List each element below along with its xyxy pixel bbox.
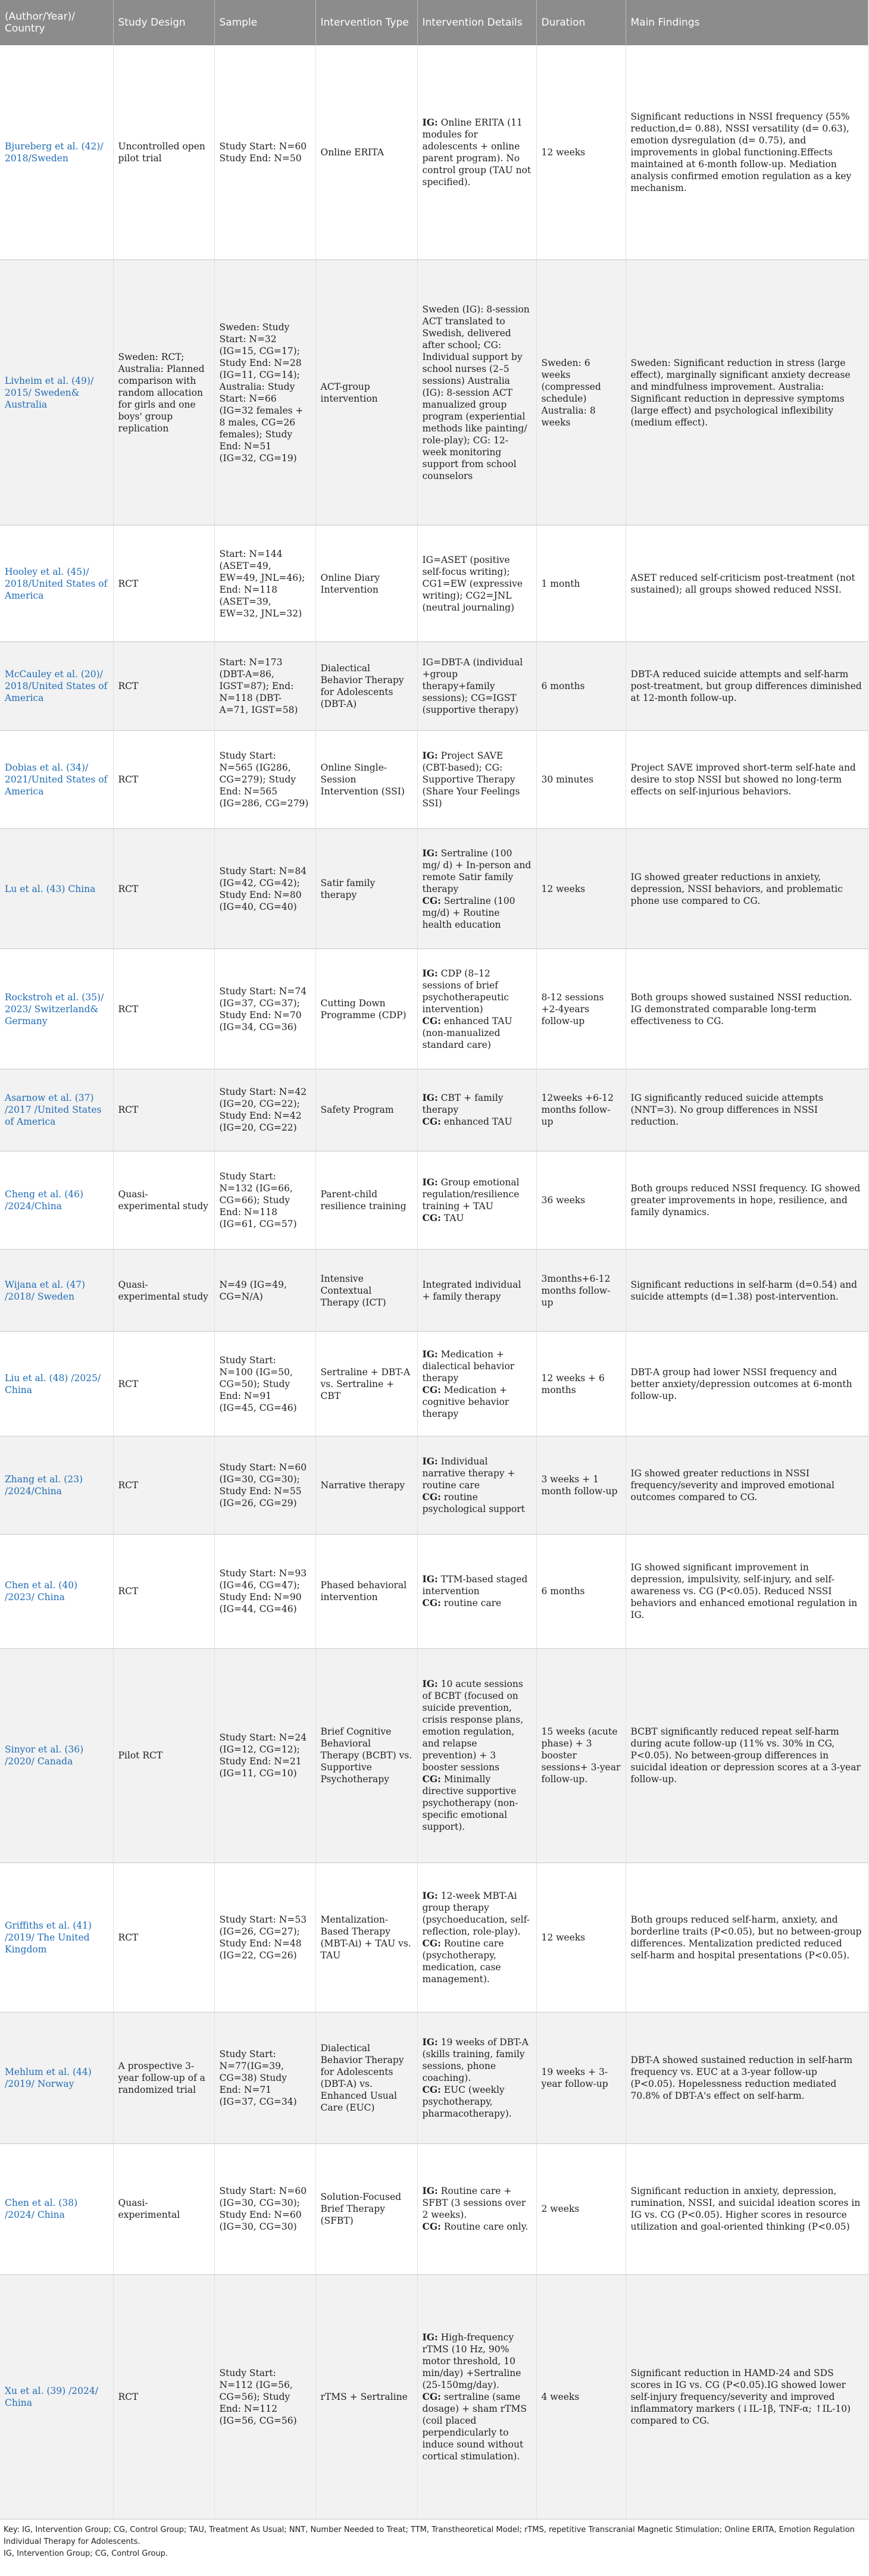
details-line: [423, 750, 532, 809]
cell-findings: IG showed greater reductions in NSSI frequency/severity and improved emotional outcomes compared to CG.: [626, 1436, 868, 1535]
cell-author[interactable]: Lu et al. (43) China: [0, 829, 113, 949]
cell-design: A prospective 3-year follow-up of a randomized trial: [113, 2012, 214, 2144]
cell-design: RCT: [113, 525, 214, 641]
header-details: Intervention Details: [417, 0, 536, 45]
cell-author[interactable]: Hooley et al. (45)/ 2018/United States of America: [0, 525, 113, 641]
group-label: IG:: [422, 1890, 438, 1902]
details-text: EUC (weekly psychotherapy, pharmacotherapy).: [422, 2084, 512, 2119]
table-row: [0, 260, 868, 525]
details-line: [423, 1890, 532, 1938]
cell-details: [417, 829, 536, 949]
group-label: CG:: [422, 1938, 441, 1949]
cell-duration: 6 months: [536, 1535, 626, 1648]
cell-findings: IG significantly reduced suicide attempts (NNT=3). No group differences in NSSI reduction.: [626, 1069, 868, 1151]
cell-findings: BCBT significantly reduced repeat self-harm during acute follow-up (11% vs. 30% in CG, P<0.05). No between-group differences in suicidal ideation or depression scores at a 3-year follow-up.: [626, 1648, 868, 1863]
table-row: [0, 1249, 868, 1332]
details-text: CDP (8–12 sessions of brief psychotherapeutic intervention): [422, 968, 509, 1015]
cell-sample: Sweden: Study Start: N=32 (IG=15, CG=17); Study End: N=28 (IG=11, CG=14); Australia: Study Start: N=66 (IG=32 females + 8 males, CG=26 females); Study End: N=51 (IG=32, CG=19): [214, 260, 315, 525]
cell-type: Phased behavioral intervention: [315, 1535, 417, 1648]
cell-duration: 12 weeks + 6 months: [536, 1332, 626, 1436]
cell-duration: 12weeks +6-12 months follow-up: [536, 1069, 626, 1151]
cell-type: Sertraline + DBT-A vs. Sertraline + CBT: [315, 1332, 417, 1436]
cell-duration: 15 weeks (acute phase) + 3 booster sessions+ 3-year follow-up.: [536, 1648, 626, 1863]
cell-design: Quasi-experimental study: [113, 1151, 214, 1249]
header-findings: Main Findings: [626, 0, 868, 45]
cell-duration: 2 weeks: [536, 2143, 626, 2275]
details-text: Project SAVE (CBT-based); CG: Supportive Therapy (Share Your Feelings SSI): [422, 750, 520, 809]
cell-type: Online Single-Session Intervention (SSI): [315, 731, 417, 829]
table-row: [0, 641, 868, 730]
details-text: sertraline (same dosage) + sham rTMS (coil placed perpendicularly to induce sound without cortical stimulation).: [422, 2392, 527, 2462]
cell-findings: Significant reductions in NSSI frequency (55% reduction,d= 0.88), NSSI versatility (d= 0.63), emotion dysregulation (d= 0.75), and improvements in global functioning.Effects maintained at 6-month follow-up. Mediation analysis confirmed emotion regulation as a key mechanism.: [626, 45, 868, 260]
cell-findings: DBT-A showed sustained reduction in self-harm frequency vs. EUC at a 3-year follow-up (P<0.05). Hopelessness reduction mediated 70.8% of DBT-A's effect on self-harm.: [626, 2012, 868, 2144]
cell-details: [417, 1648, 536, 1863]
cell-design: RCT: [113, 949, 214, 1069]
cell-sample: N=49 (IG=49, CG=N/A): [214, 1249, 315, 1332]
details-text: TAU: [443, 1212, 464, 1223]
cell-author[interactable]: Rockstroh et al. (35)/ 2023/ Switzerland& Germany: [0, 949, 113, 1069]
group-label: IG:: [422, 1176, 438, 1188]
cell-findings: IG showed greater reductions in anxiety, depression, NSSI behaviors, and problematic phone use compared to CG.: [626, 829, 868, 949]
cell-author[interactable]: Liu et al. (48) /2025/ China: [0, 1332, 113, 1436]
cell-author[interactable]: Livheim et al. (49)/ 2015/ Sweden& Australia: [0, 260, 113, 525]
cell-design: Quasi-experimental: [113, 2143, 214, 2275]
group-label: IG:: [422, 750, 438, 762]
group-label: IG:: [422, 1092, 438, 1104]
table-row: [0, 1535, 868, 1648]
group-label: IG:: [422, 1456, 438, 1467]
group-label: IG:: [422, 847, 438, 859]
cell-type: Brief Cognitive Behavioral Therapy (BCBT) vs. Supportive Psychotherapy: [315, 1648, 417, 1863]
details-line: [423, 1597, 532, 1609]
table-row: [0, 829, 868, 949]
cell-details: [417, 2012, 536, 2144]
table-footnote: [4, 2524, 861, 2560]
details-line: [423, 1015, 532, 1051]
cell-author[interactable]: Zhang et al. (23) /2024/China: [0, 1436, 113, 1535]
cell-details: [417, 641, 536, 730]
cell-findings: Significant reduction in anxiety, depression, rumination, NSSI, and suicidal ideation scores in IG vs. CG (P<0.05). Higher scores in resource utilization and goal-oriented thinking (P<0.05): [626, 2143, 868, 2275]
footnote-abbrev: IG, Intervention Group; CG, Control Group.: [4, 2549, 168, 2558]
group-label: CG:: [422, 1116, 441, 1128]
table-row: [0, 1648, 868, 1863]
details-text: Routine care (psychotherapy, medication, case management).: [422, 1938, 504, 1985]
cell-sample: Study Start: N=60 (IG=30, CG=30); Study End: N=55 (IG=26, CG=29): [214, 1436, 315, 1535]
cell-sample: Study Start: N=53 (IG=26, CG=27); Study End: N=48 (IG=22, CG=26): [214, 1863, 315, 2012]
details-line: [423, 2391, 532, 2462]
cell-design: RCT: [113, 1436, 214, 1535]
cell-duration: Sweden: 6 weeks (compressed schedule) Australia: 8 weeks: [536, 260, 626, 525]
cell-sample: Study Start: N=60 (IG=30, CG=30); Study End: N=60 (IG=30, CG=30): [214, 2143, 315, 2275]
cell-design: Quasi-experimental study: [113, 1249, 214, 1332]
cell-duration: 30 minutes: [536, 731, 626, 829]
cell-author[interactable]: Chen et al. (38) /2024/ China: [0, 2143, 113, 2275]
details-line: [423, 1773, 532, 1833]
cell-details: [417, 949, 536, 1069]
cell-type: ACT-group intervention: [315, 260, 417, 525]
cell-sample: Study Start: N=112 (IG=56, CG=56); Study End: N=112 (IG=56, CG=56): [214, 2275, 315, 2519]
details-text: routine psychological support: [422, 1492, 525, 1515]
cell-findings: Both groups reduced NSSI frequency. IG showed greater improvements in hope, resilience, and family dynamics.: [626, 1151, 868, 1249]
details-line: [423, 1212, 532, 1224]
group-label: CG:: [422, 2391, 441, 2403]
details-text: High-frequency rTMS (10 Hz, 90% motor threshold, 10 min/day) +Sertraline (25-150mg/day).: [422, 2332, 521, 2391]
cell-type: Online ERITA: [315, 45, 417, 260]
cell-sample: Study Start: N=60 Study End: N=50: [214, 45, 315, 260]
cell-sample: Study Start: N=565 (IG286, CG=279); Study End: N=565 (IG=286, CG=279): [214, 731, 315, 829]
details-text: Sweden (IG): 8-session ACT translated to Swedish, delivered after school; CG: Individual support by school nurses (2–5 sessions) Australia (IG): 8-session ACT manualized group program (experiential methods like painting/ role-play); CG: 12-week monitoring support from school counselors: [422, 303, 530, 481]
details-text: Medication + cognitive behavior therapy: [422, 1384, 509, 1419]
cell-duration: 12 weeks: [536, 45, 626, 260]
group-label: CG:: [422, 1212, 441, 1223]
details-line: [423, 303, 532, 482]
table-row: [0, 1332, 868, 1436]
cell-details: [417, 731, 536, 829]
details-line: [423, 2185, 532, 2221]
cell-findings: Project SAVE improved short-term self-hate and desire to stop NSSI but showed no long-term effects on self-injurious behaviors.: [626, 731, 868, 829]
cell-duration: 36 weeks: [536, 1151, 626, 1249]
details-line: [423, 968, 532, 1015]
group-label: IG:: [422, 1348, 438, 1360]
cell-type: Satir family therapy: [315, 829, 417, 949]
details-text: enhanced TAU: [443, 1116, 512, 1128]
cell-details: [417, 2275, 536, 2519]
cell-details: [417, 260, 536, 525]
details-line: [423, 895, 532, 931]
group-label: CG:: [422, 1773, 441, 1785]
cell-duration: 12 weeks: [536, 829, 626, 949]
header-sample: Sample: [214, 0, 315, 45]
cell-sample: Study Start: N=93 (IG=46, CG=47); Study End: N=90 (IG=44, CG=46): [214, 1535, 315, 1648]
header-author: (Author/Year)/ Country: [0, 0, 113, 45]
details-text: CBT + family therapy: [422, 1093, 504, 1116]
details-text: Routine care + SFBT (3 sessions over 2 weeks).: [422, 2186, 526, 2221]
details-line: [423, 1573, 532, 1597]
table-row: [0, 1436, 868, 1535]
details-line: [423, 1176, 532, 1212]
cell-design: RCT: [113, 2275, 214, 2519]
details-text: IG=DBT-A (individual +group therapy+family sessions); CG=IGST (supportive therapy): [422, 656, 523, 715]
header-design: Study Design: [113, 0, 214, 45]
group-label: CG:: [422, 1597, 441, 1609]
cell-findings: DBT-A group had lower NSSI frequency and better anxiety/depression outcomes at 6-month follow-up.: [626, 1332, 868, 1436]
details-line: [423, 847, 532, 895]
cell-author[interactable]: Asarnow et al. (37) /2017 /United States of America: [0, 1069, 113, 1151]
cell-findings: DBT-A reduced suicide attempts and self-harm post-treatment, but group differences diminished at 12-month follow-up.: [626, 641, 868, 730]
cell-author[interactable]: Dobias et al. (34)/ 2021/United States of America: [0, 731, 113, 829]
cell-type: Online Diary Intervention: [315, 525, 417, 641]
cell-type: Cutting Down Programme (CDP): [315, 949, 417, 1069]
details-text: TTM-based staged intervention: [422, 1574, 528, 1597]
details-line: [423, 554, 532, 614]
group-label: IG:: [422, 1678, 438, 1690]
cell-details: [417, 1863, 536, 2012]
cell-sample: Study Start: N=24 (IG=12, CG=12); Study End: N=21 (IG=11, CG=10): [214, 1648, 315, 1863]
group-label: IG:: [422, 1573, 438, 1585]
cell-author[interactable]: Sinyor et al. (36) /2020/ Canada: [0, 1648, 113, 1863]
cell-design: RCT: [113, 1863, 214, 2012]
group-label: CG:: [422, 1491, 441, 1503]
details-line: [423, 1279, 532, 1303]
table-row: [0, 1069, 868, 1151]
cell-sample: Start: N=144 (ASET=49, EW=49, JNL=46); End: N=118 (ASET=39, EW=32, JNL=32): [214, 525, 315, 641]
header-row: [0, 0, 868, 45]
cell-findings: Both groups showed sustained NSSI reduction. IG demonstrated comparable long-term effectiveness to CG.: [626, 949, 868, 1069]
details-text: Sertraline (100 mg/ d) + In-person and remote Satir family therapy: [422, 847, 532, 894]
cell-duration: 3 weeks + 1 month follow-up: [536, 1436, 626, 1535]
details-line: [423, 1348, 532, 1384]
cell-design: RCT: [113, 641, 214, 730]
cell-details: [417, 1535, 536, 1648]
cell-design: RCT: [113, 1535, 214, 1648]
cell-details: [417, 45, 536, 260]
table-row: [0, 525, 868, 641]
cell-duration: 3months+6-12 months follow-up: [536, 1249, 626, 1332]
group-label: IG:: [422, 2185, 438, 2197]
group-label: IG:: [422, 2331, 438, 2343]
cell-findings: Both groups reduced self-harm, anxiety, and borderline traits (P<0.05), but no between-group differences. Mentalization predicted reduced self-harm and hospital presentations (P<0.05).: [626, 1863, 868, 2012]
details-line: [423, 2331, 532, 2391]
cell-type: Intensive Contextual Therapy (ICT): [315, 1249, 417, 1332]
cell-design: RCT: [113, 829, 214, 949]
details-line: [423, 1116, 532, 1128]
details-line: [423, 1384, 532, 1420]
details-text: Minimally directive supportive psychotherapy (non-specific emotional support).: [422, 1774, 518, 1833]
cell-author[interactable]: Xu et al. (39) /2024/ China: [0, 2275, 113, 2519]
details-line: [423, 1678, 532, 1773]
cell-duration: 19 weeks + 3-year follow-up: [536, 2012, 626, 2144]
cell-sample: Study Start: N=74 (IG=37, CG=37); Study End: N=70 (IG=34, CG=36): [214, 949, 315, 1069]
cell-duration: 4 weeks: [536, 2275, 626, 2519]
cell-details: [417, 1069, 536, 1151]
cell-author[interactable]: Wijana et al. (47) /2018/ Sweden: [0, 1249, 113, 1332]
details-line: [423, 2036, 532, 2084]
header-type: Intervention Type: [315, 0, 417, 45]
cell-type: Dialectical Behavior Therapy for Adolescents (DBT-A): [315, 641, 417, 730]
cell-findings: ASET reduced self-criticism post-treatment (not sustained); all groups showed reduced NSSI.: [626, 525, 868, 641]
cell-sample: Study Start: N=77(IG=39, CG=38) Study End: N=71 (IG=37, CG=34): [214, 2012, 315, 2144]
details-text: 10 acute sessions of BCBT (focused on suicide prevention, crisis response plans, emotion regulation, and relapse prevention) + 3 booster sessions: [422, 1679, 524, 1773]
cell-details: [417, 1249, 536, 1332]
cell-sample: Start: N=173 (DBT-A=86, IGST=87); End: N=118 (DBT-A=71, IGST=58): [214, 641, 315, 730]
table-row: [0, 1863, 868, 2012]
details-line: [423, 2221, 532, 2233]
details-line: [423, 1491, 532, 1515]
cell-details: [417, 525, 536, 641]
details-text: IG=ASET (positive self-focus writing); CG1=EW (expressive writing); CG2=JNL (neutral journaling): [422, 554, 523, 613]
cell-design: RCT: [113, 1069, 214, 1151]
cell-design: Sweden: RCT; Australia: Planned comparison with random allocation for girls and one boys' group replication: [113, 260, 214, 525]
footnote-key: Key: IG, Intervention Group; CG, Control Group; TAU, Treatment As Usual; NNT, Number Needed to Treat; TTM, Transtheoretical Model; rTMS, repetitive Transcranial Magnetic Stimulation; Online ERITA, Emotion Regulation Individual Therapy for Adolescents.: [4, 2525, 855, 2546]
cell-type: Safety Program: [315, 1069, 417, 1151]
details-text: enhanced TAU (non-manualized standard care): [422, 1015, 512, 1050]
cell-type: rTMS + Sertraline: [315, 2275, 417, 2519]
group-label: IG:: [422, 2036, 438, 2048]
cell-findings: Significant reduction in HAMD-24 and SDS scores in IG vs. CG (P<0.05).IG showed lower self-injury frequency/severity and improved inflammatory markers (↓IL-1β, TNF-α; ↑IL-10) compared to CG.: [626, 2275, 868, 2519]
cell-duration: 6 months: [536, 641, 626, 730]
table-row: [0, 2275, 868, 2519]
group-label: IG:: [422, 117, 438, 129]
details-text: Medication + dialectical behavior therapy: [422, 1348, 515, 1384]
details-text: routine care: [443, 1598, 502, 1609]
details-text: 12-week MBT-Ai group therapy (psychoeducation, self-reflection, role-play).: [422, 1890, 530, 1938]
cell-sample: Study Start: N=132 (IG=66, CG=66); Study End: N=118 (IG=61, CG=57): [214, 1151, 315, 1249]
cell-findings: Significant reductions in self-harm (d=0.54) and suicide attempts (d=1.38) post-intervention.: [626, 1249, 868, 1332]
cell-design: Uncontrolled open pilot trial: [113, 45, 214, 260]
cell-type: Dialectical Behavior Therapy for Adolescents (DBT-A) vs. Enhanced Usual Care (EUC): [315, 2012, 417, 2144]
details-line: [423, 1092, 532, 1116]
cell-duration: 12 weeks: [536, 1863, 626, 2012]
cell-author[interactable]: Chen et al. (40) /2023/ China: [0, 1535, 113, 1648]
cell-author[interactable]: Griffiths et al. (41) /2019/ The United Kingdom: [0, 1863, 113, 2012]
table-row: [0, 949, 868, 1069]
cell-findings: IG showed significant improvement in depression, impulsivity, self-injury, and self-awareness vs. CG (P<0.05). Reduced NSSI behaviors and enhanced emotional regulation in IG.: [626, 1535, 868, 1648]
group-label: CG:: [422, 2083, 441, 2095]
table-row: [0, 45, 868, 260]
cell-author[interactable]: Cheng et al. (46) /2024/China: [0, 1151, 113, 1249]
cell-design: RCT: [113, 731, 214, 829]
group-label: CG:: [422, 894, 441, 906]
group-label: IG:: [422, 967, 438, 979]
cell-details: [417, 1436, 536, 1535]
details-line: [423, 117, 532, 188]
cell-details: [417, 1151, 536, 1249]
cell-details: [417, 1332, 536, 1436]
cell-sample: Study Start: N=42 (IG=20, CG=22); Study End: N=42 (IG=20, CG=22): [214, 1069, 315, 1151]
table-row: [0, 731, 868, 829]
table-row: [0, 1151, 868, 1249]
cell-sample: Study Start: N=84 (IG=42, CG=42); Study End: N=80 (IG=40, CG=40): [214, 829, 315, 949]
table-row: [0, 2012, 868, 2144]
cell-sample: Study Start: N=100 (IG=50, CG=50); Study End: N=91 (IG=45, CG=46): [214, 1332, 315, 1436]
details-text: Individual narrative therapy + routine care: [422, 1456, 515, 1491]
details-line: [423, 1456, 532, 1491]
details-text: 19 weeks of DBT-A (skills training, family sessions, phone coaching).: [422, 2036, 529, 2083]
details-line: [423, 2084, 532, 2120]
details-text: Integrated individual + family therapy: [422, 1279, 521, 1302]
group-label: CG:: [422, 1384, 441, 1395]
cell-findings: Sweden: Significant reduction in stress (large effect), marginally significant anxiety decrease and mindfulness improvement. Australia: Significant reduction in depressive symptoms (large effect) and psychological inflexibility (medium effect).: [626, 260, 868, 525]
cell-duration: 8-12 sessions +2-4years follow-up: [536, 949, 626, 1069]
cell-design: Pilot RCT: [113, 1648, 214, 1863]
cell-author[interactable]: Mehlum et al. (44) /2019/ Norway: [0, 2012, 113, 2144]
cell-author[interactable]: McCauley et al. (20)/ 2018/United States of America: [0, 641, 113, 730]
details-line: [423, 656, 532, 716]
cell-design: RCT: [113, 1332, 214, 1436]
cell-details: [417, 2143, 536, 2275]
header-duration: Duration: [536, 0, 626, 45]
details-line: [423, 1938, 532, 1985]
details-text: Sertraline (100 mg/d) + Routine health education: [422, 895, 515, 930]
cell-author[interactable]: Bjureberg et al. (42)/ 2018/Sweden: [0, 45, 113, 260]
group-label: CG:: [422, 1015, 441, 1026]
group-label: CG:: [422, 2221, 441, 2233]
details-text: Online ERITA (11 modules for adolescents + online parent program). No control group (TAU not specified).: [422, 117, 532, 188]
table-row: [0, 2143, 868, 2275]
cell-duration: 1 month: [536, 525, 626, 641]
details-text: Routine care only.: [443, 2221, 529, 2233]
details-text: Group emotional regulation/resilience training + TAU: [422, 1176, 520, 1212]
cell-type: Mentalization-Based Therapy (MBT-Ai) + TAU vs. TAU: [315, 1863, 417, 2012]
cell-type: Parent-child resilience training: [315, 1151, 417, 1249]
table-body: [0, 45, 868, 2519]
cell-type: Solution-Focused Brief Therapy (SFBT): [315, 2143, 417, 2275]
cell-type: Narrative therapy: [315, 1436, 417, 1535]
